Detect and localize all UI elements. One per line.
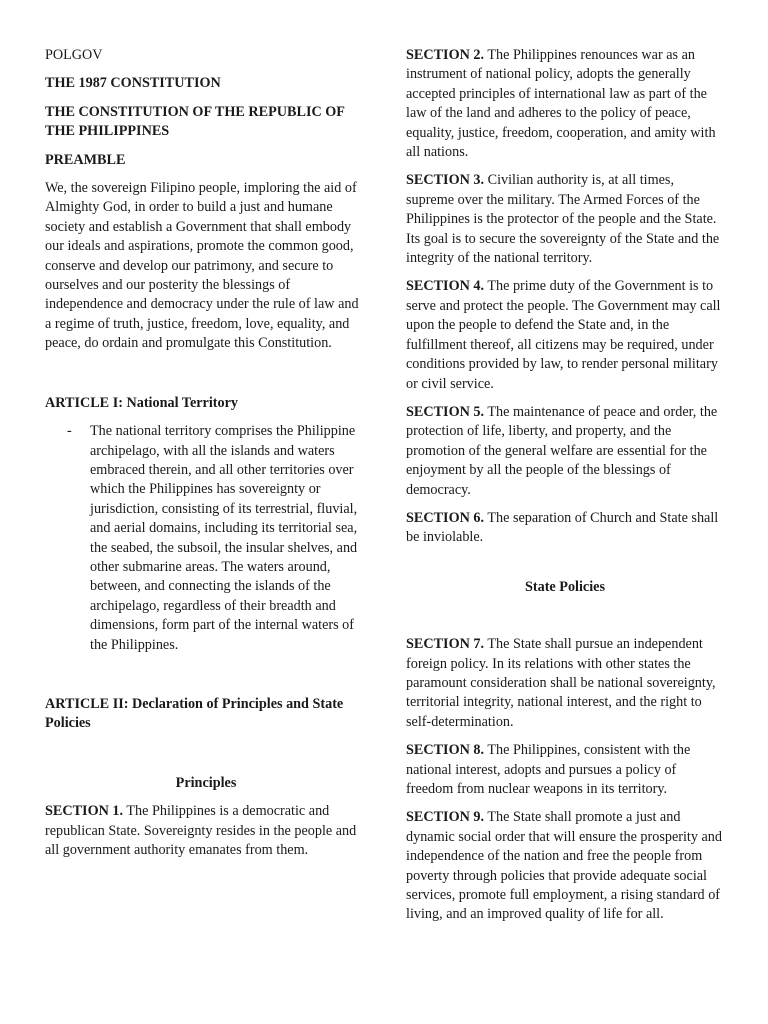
section-6-text: The separation of Church and State shall be inviolable. (406, 509, 719, 546)
section-6 (406, 509, 724, 548)
state-policies-heading: State Policies (525, 578, 605, 595)
section-5-text: The maintenance of peace and order, the protection of life, liberty, and property, and the promotion of the general welfare are essential for the enjoyment by all the people of the blessings of democracy. (406, 403, 718, 498)
section-6-label: SECTION 6. (406, 509, 485, 526)
section-4-label: SECTION 4. (406, 278, 485, 295)
section-4 (406, 277, 724, 393)
document-subtitle: THE CONSTITUTION OF THE REPUBLIC OF THE PHILIPPINES (45, 103, 345, 140)
section-7-text: The State shall pursue an independent foreign policy. In its relations with other states the paramount consideration shall be national sovereignty, territorial integrity, national interest, and the right to self-determination. (406, 636, 716, 730)
article-2-heading: ARTICLE II: Declaration of Principles and State Policies (45, 695, 344, 732)
bullet-marker: - (67, 423, 72, 440)
right-column (406, 46, 724, 934)
left-column (45, 46, 367, 869)
section-8-text: The Philippines, consistent with the national interest, adopts and pursues a policy of freedom from nuclear weapons in its territory. (406, 742, 691, 797)
section-8 (406, 741, 724, 799)
article-1-list-item (45, 422, 367, 655)
section-4-text: The prime duty of the Government is to serve and protect the people. The Government may call upon the people to defend the State and, in the fulfillment thereof, all citizens may be required, under conditions provided by law, to render personal military or civil service. (406, 278, 721, 392)
section-1-text: The Philippines is a democratic and republican State. Sovereignty resides in the people and all government authority emanates from them. (45, 803, 357, 858)
section-1-label: SECTION 1. (45, 803, 124, 820)
section-9 (406, 808, 724, 924)
preamble-text: We, the sovereign Filipino people, imploring the aid of Almighty God, in order to build a just and humane society and establish a Government that shall embody our ideals and aspirations, promote the common good, conserve and develop our patrimony, and secure to ourselves and our posterity the blessings of independence and democracy under the rule of law and a regime of truth, justice, freedom, love, equality, and peace, do ordain and promulgate this Constitution. (45, 180, 359, 352)
section-3-label: SECTION 3. (406, 172, 485, 189)
document-title: THE 1987 CONSTITUTION (45, 75, 221, 92)
section-8-label: SECTION 8. (406, 742, 485, 759)
section-3 (406, 171, 724, 268)
section-5-label: SECTION 5. (406, 403, 485, 420)
section-9-text: The State shall promote a just and dynamic social order that will ensure the prosperity and independence of the nation and free the people from poverty through policies that provide adequate social services, promote full employment, a rising standard of living, and an improved quality of life for all. (406, 809, 722, 923)
preamble-heading: PREAMBLE (45, 151, 126, 168)
article-1-heading: ARTICLE I: National Territory (45, 394, 239, 411)
section-2-text: The Philippines renounces war as an instrument of national policy, adopts the generally accepted principles of international law as part of the law of the land and adheres to the policy of peace, equality, justice, freedom, cooperation, and amity with all nations. (406, 47, 716, 161)
principles-heading: Principles (175, 774, 237, 791)
section-1 (45, 802, 367, 860)
section-3-text: Civilian authority is, at all times, supreme over the military. The Armed Forces of the Philippines is the protector of the people and the State. Its goal is to secure the sovereignty of the State and the integrity of the national territory. (406, 172, 720, 267)
section-5 (406, 403, 724, 500)
course-label: POLGOV (45, 47, 103, 63)
section-2 (406, 46, 724, 162)
section-9-label: SECTION 9. (406, 809, 485, 826)
section-7-label: SECTION 7. (406, 636, 485, 653)
article-1-text: The national territory comprises the Philippine archipelago, with all the islands and waters embraced therein, and all other territories over which the Philippines has sovereignty or jurisdiction, consisting of its terrestrial, fluvial, and aerial domains, including its territorial sea, the seabed, the subsoil, the insular shelves, and other submarine areas. The waters around, between, and connecting the islands of the archipelago, regardless of their breadth and dimensions, form part of the internal waters of the Philippines. (90, 423, 358, 653)
section-7 (406, 635, 724, 732)
section-2-label: SECTION 2. (406, 47, 485, 63)
